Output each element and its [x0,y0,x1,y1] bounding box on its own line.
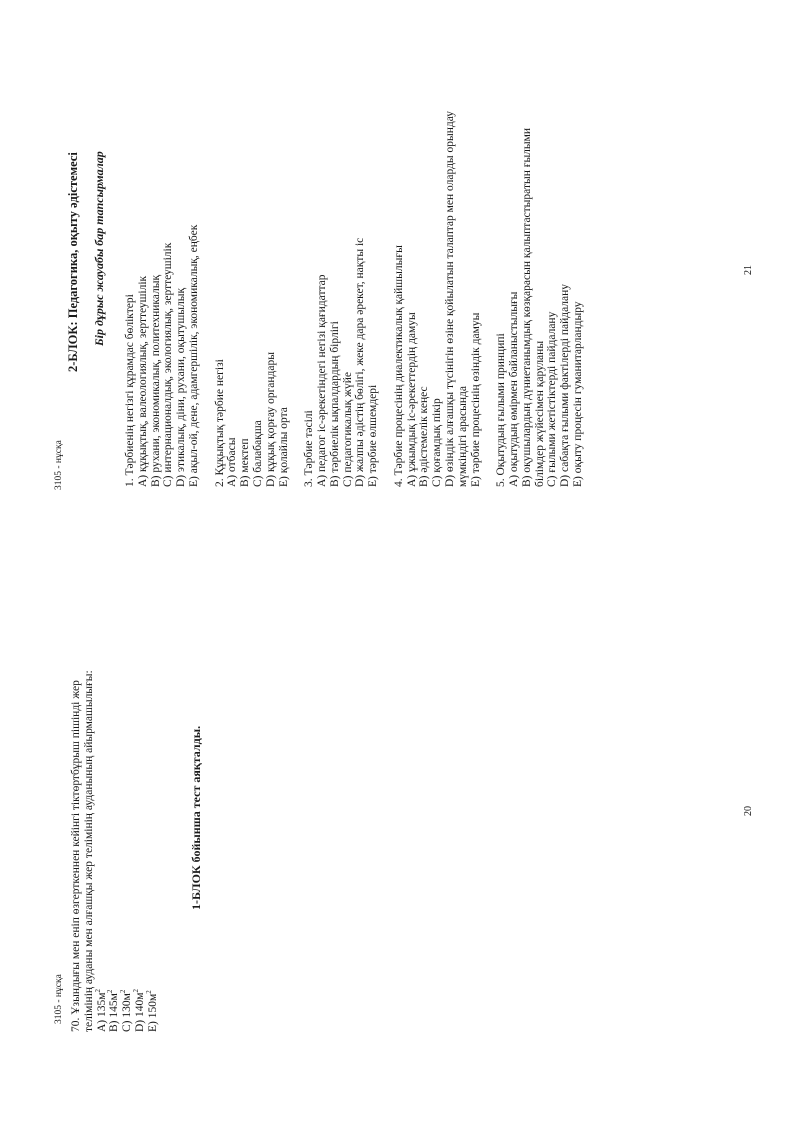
q70-option-a: A) $135м^2$ [93,988,108,1032]
q2-option: C) балабақша [251,420,264,487]
q1-option: B) рухани, экономикалық, политехникалық [149,274,162,487]
q2-option: E) қолайлы орта [277,407,290,487]
q5-option: D) сабақта ғылыми фактілерді пайдалану [559,283,572,487]
q4-option: A) ұжымдық іс-әрекеттердің дамуы [405,312,418,487]
q1-option: C) интернационалдық, экологиялық, зерттеушілік [162,242,175,487]
spacer [482,111,495,487]
page-number-right: 21 [743,265,754,275]
page-number-left: 20 [743,806,754,816]
q3-option: C) педагогикалық жүйе [341,372,354,487]
q1-option: D) этикалық, діни, рухани, оқытушылық [175,287,188,487]
q70-option-c: C) $130м^2$ [119,989,134,1032]
q1-option: E) ақыл-ой, дене, адамгершілік, экономикалық, еңбек [187,224,200,487]
q5-option: E) оқыту процесін гуманитарландыру [571,301,584,487]
q4-option: E) тәрбие процесінің өзіндік дамуы [469,312,482,487]
q70-option-e: E) $150м^2$ [144,990,159,1032]
q3-option: A) педагог іс-әрекетіндегі негізі қағидаттар [315,274,328,487]
section-subtitle: Бір дұрыс жауабы бар тапсырмалар [92,151,106,346]
q1-stem: 1. Тәрбиенің негізгі құрамдас бөліктері [124,294,136,487]
q2-option: B) мектеп [239,438,252,487]
q70-option-b: B) $145м^2$ [106,989,121,1032]
q5-option-continuation: білімдер жүйесімен қаруланы [533,340,546,487]
q70-line-2: телімінің ауданы мен алғашқы жер телімінің ауданының айырмашылығы: [82,670,95,1032]
q70-option-d: D) $140м^2$ [132,988,146,1032]
q2-option: D) құқық қорғау органдары [264,352,277,487]
q70-line-1: 70. Ұзындығы мен еніп өзгерткеннен кейінгі тіктөртбұрыш пішінді жер [70,680,82,1032]
spacer [201,111,214,487]
q4-stem: 4. Тәрбие процесінің диалектикалық қайшылығы [392,245,405,487]
spacer [380,111,393,487]
right-header: 3105 - нұсқа [54,440,64,490]
q1-option: A) құқықтық, валеологиялық, зерттеушілік [136,275,149,487]
block-1-end-text: 1-БЛОК бойынша тест аяқталды. [189,725,203,910]
q3-option: E) тәрбие өлшемдері [367,384,380,487]
q4-option: B) әдістемелік кеңес [418,386,431,487]
questions-block [124,111,585,487]
block-2-title: 2-БЛОК: Педагогика, оқыту әдістемесі [66,152,80,372]
q4-option: D) өзіндік алғашқы түсінігін өзіне қойылатын талаптар мен оларды орындау [443,110,456,487]
q3-option: D) жалпы әдістің бөлігі, жеке дара әрекет, нақты іс [354,237,367,487]
q5-stem: 5. Оқытудың ғылыми принципі [495,333,508,487]
q5-option: B) оқушылардың дүниетанымдық көзқарасын қалыптастыратын ғылыми [520,127,533,487]
question-70 [70,670,160,1032]
q3-option: B) тәрбиелік ықпалдардың бірлігі [328,321,341,487]
q3-stem: 3. Тәрбие тәсілі [303,410,316,487]
q4-option: C) қоғамдық пікір [431,398,444,487]
q2-stem: 2. Құқықтық тәрбие негізі [213,359,226,487]
q5-option: C) ғылыми жетістіктерді пайдалану [546,311,559,487]
left-header: 3105 - нұсқа [54,974,64,1024]
q5-option: A) оқытудың өмірмен байланыстылығы [507,291,520,487]
q2-option: A) отбасы [226,437,239,487]
spacer [290,111,303,487]
q4-option-continuation: мүмкіндігі арасында [456,386,469,487]
